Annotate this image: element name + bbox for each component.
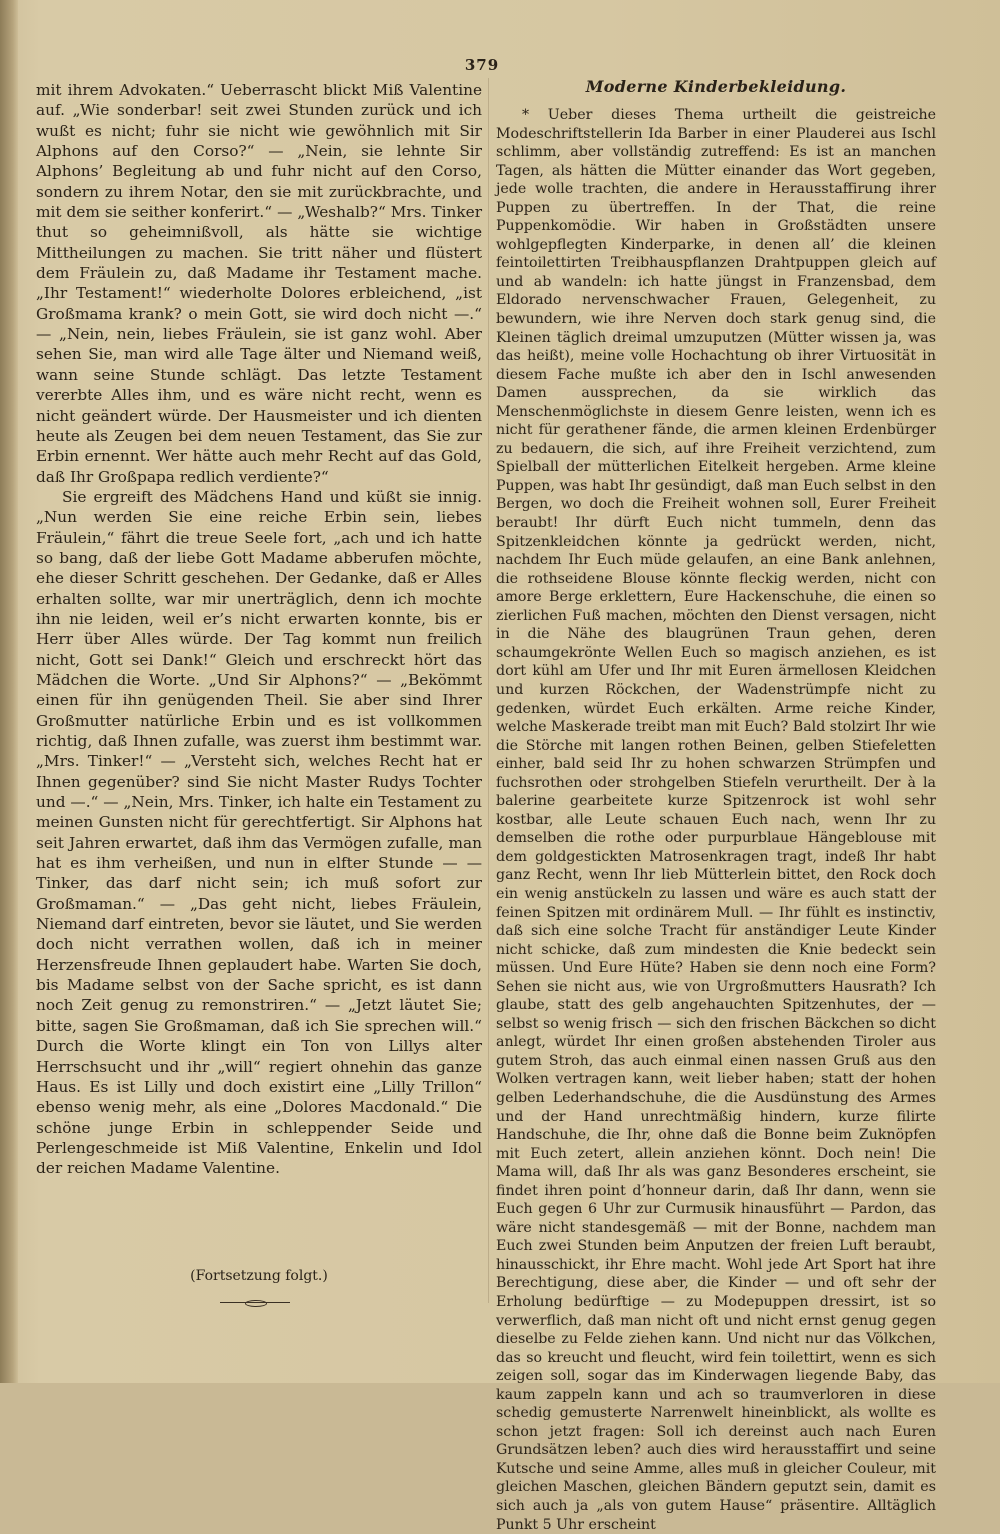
ornamental-rule xyxy=(220,1302,290,1303)
column-divider xyxy=(488,78,489,1303)
page-number: 379 xyxy=(464,56,500,74)
page-gutter xyxy=(0,0,18,1383)
left-paragraph-2: Sie ergreift des Mädchens Hand und küßt sie innig. „Nun werden Sie eine reiche Erbin sein, liebes Fräulein,“ fährt die treue Seele fort, „ach und ich hatte so bang, daß der liebe Gott Madame abberufen möchte, ehe dieser Schritt geschehen. Der Gedanke, daß er Alles erhalten sollte, war mir unerträglich, denn ich mochte ihn nie leiden, weil er’s nicht erwarten konnte, bis er Herr über Alles würde. Der Tag kommt nun freilich nicht, Gott sei Dank!“ Gleich und erschreckt hört das Mädchen die Worte. „Und Sir Alphons?“ — „Bekömmt einen für ihn genügenden Theil. Sie aber sind Ihrer Großmutter natürliche Erbin und es ist vollkommen richtig, daß Ihnen zufalle, was zuerst ihm bestimmt war. „Mrs. Tinker!“ — „Versteht sich, welches Recht hat er Ihnen gegenüber? sind Sie nicht Master Rudys Tochter und —.“ — „Nein, Mrs. Tinker, ich halte ein Testament zu meinen Gunsten nicht für gerechtfertigt. Sir Alphons hat seit Jahren erwartet, daß ihm das Vermögen zufalle, man hat es ihm verheißen, und nun in elfter Stunde — — Tinker, das darf nicht sein; ich muß sofort zur Großmaman.“ — „Das geht nicht, liebes Fräulein, Niemand darf eintreten, bevor sie läutet, und Sie werden doch nicht verrathen wollen, daß ich in meiner Herzensfreude Ihnen geplaudert habe. Warten Sie doch, bis Madame selbst von der Sache spricht, es ist dann noch Zeit genug zu remonstriren.“ — „Jetzt läutet Sie; bitte, sagen Sie Großmaman, daß ich Sie sprechen will.“ Durch die Worte klingt ein Ton von Lillys alter Herrschsucht und ihr „will“ regiert ohnehin das ganze Haus. Es ist Lilly und doch existirt eine „Lilly Trillon“ ebenso wenig mehr, als eine „Dolores Macdonald.“ Die schöne junge Erbin in schleppender Seide und Perlengeschmeide ist Miß Valentine, Enkelin und Idol der reichen Madame Valentine. xyxy=(36,487,482,1178)
left-paragraph-1: mit ihrem Advokaten.“ Ueberrascht blickt Miß Valentine auf. „Wie sonderbar! seit zwei Stunden zurück und ich wußt es nicht; fuhr sie nicht wie gewöhnlich mit Sir Alphons auf den Corso?“ — „Nein, sie lehnte Sir Alphons’ Begleitung ab und fuhr nicht auf den Corso, sondern zu ihrem Notar, den sie mit zurückbrachte, und mit dem sie seither konferirt.“ — „Weshalb?“ Mrs. Tinker thut so geheimnißvoll, als hätte sie wichtige Mittheilungen zu machen. Sie tritt näher und flüstert dem Fräulein zu, daß Madame ihr Testament mache. „Ihr Testament!“ wiederholte Dolores erbleichend, „ist Großmama krank? o mein Gott, sie wird doch nicht —.“ — „Nein, nein, liebes Fräulein, sie ist ganz wohl. Aber sehen Sie, man wird alle Tage älter und Niemand weiß, wann seine Stunde schlägt. Das letzte Testament vererbte Alles ihm, und es wäre nicht recht, wenn es nicht geändert würde. Der Hausmeister und ich dienten heute als Zeugen bei dem neuen Testament, das Sie zur Erbin ernennt. Wer hätte auch mehr Recht auf das Gold, daß Ihr Großpapa redlich verdiente?“ xyxy=(36,81,482,486)
continued-note: (Fortsetzung folgt.) xyxy=(190,1268,328,1284)
right-column xyxy=(496,76,936,1534)
left-column xyxy=(36,80,482,1179)
article-heading: Moderne Kinderbekleidung. xyxy=(585,77,847,96)
right-paragraph-1: * Ueber dieses Thema urtheilt die geistreiche Modeschriftstellerin Ida Barber in einer Plauderei aus Ischl schlimm, aber vollständig zutreffend: Es ist an manchen Tagen, als hätten die Mütter einander das Wort gegeben, jede wolle trachten, die andere in Herausstaffirung ihrer Puppen zu übertreffen. In der That, die reine Puppenkomödie. Wir haben in Großstädten unsere wohlgepflegten Kinderparke, in denen all’ die kleinen feintoilettirten Treibhauspflanzen Drahtpuppen gleich auf und ab wandeln: ich hatte jüngst in Franzensbad, dem Eldorado nervenschwacher Frauen, Gelegenheit, zu bewundern, wie ihre Nerven doch stark genug sind, die Kleinen täglich dreimal umzuputzen (Mütter wissen ja, was das heißt), meine volle Hochachtung ob ihrer Virtuosität in diesem Fache mußte ich aber den in Ischl anwesenden Damen aussprechen, da sie wirklich das Menschenmöglichste in diesem Genre leisten, wenn ich es nicht für gerathener fände, die armen kleinen Erdenbürger zu bedauern, die sich, auf ihre Freiheit verzichtend, zum Spielball der mütterlichen Eitelkeit hergeben. Arme kleine Puppen, was habt Ihr gesündigt, daß man Euch selbst in den Bergen, wo doch die Freiheit wohnen soll, Eurer Freiheit beraubt! Ihr dürft Euch nicht tummeln, denn das Spitzenkleidchen könnte ja gedrückt werden, nicht, nachdem Ihr Euch müde gelaufen, an eine Bank anlehnen, die rothseidene Blouse könnte fleckig werden, nicht con amore Berge erklettern, Eure Hackenschuhe, die einen so zierlichen Fuß machen, möchten den Dienst versagen, nicht in die Nähe des blaugrünen Traun gehen, deren schaumgekrönte Wellen Euch so magisch anziehen, es ist dort kühl am Ufer und Ihr mit Euren ärmellosen Kleidchen und kurzen Röckchen, der Wadenstrümpfe nicht zu gedenken, würdet Euch erkälten. Arme reiche Kinder, welche Maskerade treibt man mit Euch? Bald stolzirt Ihr wie die Störche mit langen rothen Beinen, gelben Stiefeletten einher, bald seid Ihr zu hohen schwarzen Strümpfen und fuchsrothen oder strohgelben Stiefeln verurtheilt. Der à la balerine gearbeitete kurze Spitzenrock ist wohl sehr kostbar, alle Leute schauen Euch nach, wenn Ihr zu demselben die rothe oder purpurblaue Hängeblouse mit dem goldgestickten Matrosenkragen tragt, indeß Ihr habt ganz Recht, wenn Ihr lieb Mütterlein bittet, den Rock doch ein wenig anstückeln zu lassen und wäre es auch statt der feinen Spitzen mit ordinärem Mull. — Ihr fühlt es instinctiv, daß sich eine solche Tracht für anständiger Leute Kinder nicht schicke, daß zum mindesten die Knie bedeckt sein müssen. Und Eure Hüte? Haben sie denn noch eine Form? Sehen sie nicht aus, wie von Urgroßmutters Hausrath? Ich glaube, statt des gelb angehauchten Spitzenhutes, der — selbst so wenig frisch — sich den frischen Bäckchen so dicht anlegt, würdet Ihr einen großen abstehenden Tiroler aus gutem Stroh, das auch einmal einen nassen Gruß aus den Wolken vertragen kann, weit lieber haben; statt der hohen gelben Lederhandschuhe, die die Ausdünstung des Armes und der Hand unrechtmäßig hindern, kurze filirte Handschuhe, die Ihr, ohne daß die Bonne beim Zuknöpfen mit Euch zetert, allein anziehen könnt. Doch nein! Die Mama will, daß Ihr als was ganz Besonderes erscheint, sie findet ihren point d’honneur darin, daß Ihr dann, wenn sie Euch gegen 6 Uhr zur Curmusik hinausführt — Pardon, das wäre nicht standesgemäß — mit der Bonne, nachdem man Euch zwei Stunden beim Anputzen der freien Luft beraubt, hinausschickt, ihr Ehre macht. Wohl jede Art Sport hat ihre Berechtigung, diese aber, die Kinder — und oft sehr der Erholung bedürftige — zu Modepuppen dressirt, ist so verwerflich, daß man nicht oft und nicht ernst genug gegen dieselbe zu Felde ziehen kann. Und nicht nur das Völkchen, das so kreucht und fleucht, wird fein toilettirt, wenn es sich zeigen soll, sogar das im Kinderwagen liegende Baby, das kaum zappeln kann und ach so traumverloren in diese schedig gemusterte Narrenwelt hineinblickt, als wollte es schon jetzt fragen: Soll ich dereinst auch nach Euren Grundsätzen leben? auch dies wird herausstaffirt und seine Kutsche und seine Amme, alles muß in gleicher Couleur, mit gleichen Maschen, gleichen Bändern geputzt sein, damit es sich auch ja „als von gutem Hause“ präsentire. Alltäglich Punkt 5 Uhr erscheint xyxy=(496,107,936,1533)
